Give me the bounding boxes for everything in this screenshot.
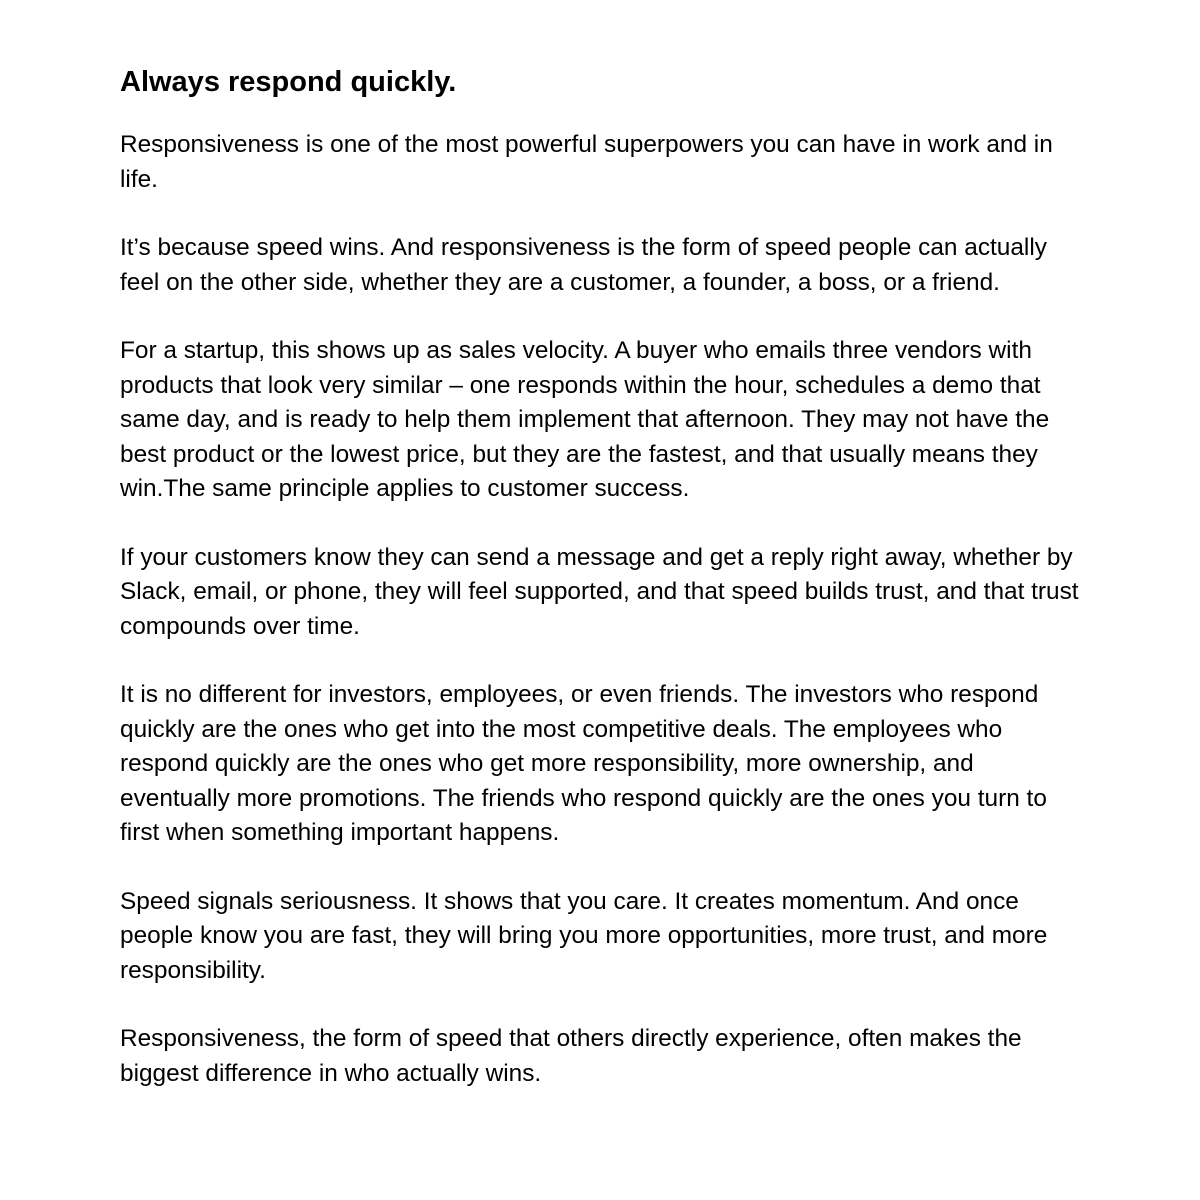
paragraph-5: It is no different for investors, employees, or even friends. The investors who respond quickly are the ones who get into the most competitive deals. The employees who respond quickly are the ones who get more responsibility, more ownership, and eventually more promotions. The friends who respond quickly are the ones you turn to first when something important happens. bbox=[120, 681, 1047, 846]
paragraph-2: It’s because speed wins. And responsiveness is the form of speed people can actually feel on the other side, whether they are a customer, a founder, a boss, or a friend. bbox=[120, 234, 1047, 296]
paragraph-4: If your customers know they can send a message and get a reply right away, whether by Slack, email, or phone, they will feel supported, and that speed builds trust, and that trust compounds over time. bbox=[120, 543, 1079, 640]
document-title: Always respond quickly. bbox=[120, 66, 457, 98]
paragraph-1: Responsiveness is one of the most powerful superpowers you can have in work and in life. bbox=[120, 131, 1053, 193]
paragraph-3: For a startup, this shows up as sales velocity. A buyer who emails three vendors with products that look very similar – one responds within the hour, schedules a demo that same day, and is ready to help them implement that afternoon. They may not have the best product or the lowest price, but they are the fastest, and that usually means they win.The same principle applies to customer success. bbox=[120, 337, 1050, 502]
paragraph-7: Responsiveness, the form of speed that others directly experience, often makes the biggest difference in who actually wins. bbox=[120, 1025, 1022, 1087]
document-body bbox=[120, 62, 1085, 1091]
paragraph-6: Speed signals seriousness. It shows that you care. It creates momentum. And once people know you are fast, they will bring you more opportunities, more trust, and more responsibility. bbox=[120, 887, 1048, 984]
